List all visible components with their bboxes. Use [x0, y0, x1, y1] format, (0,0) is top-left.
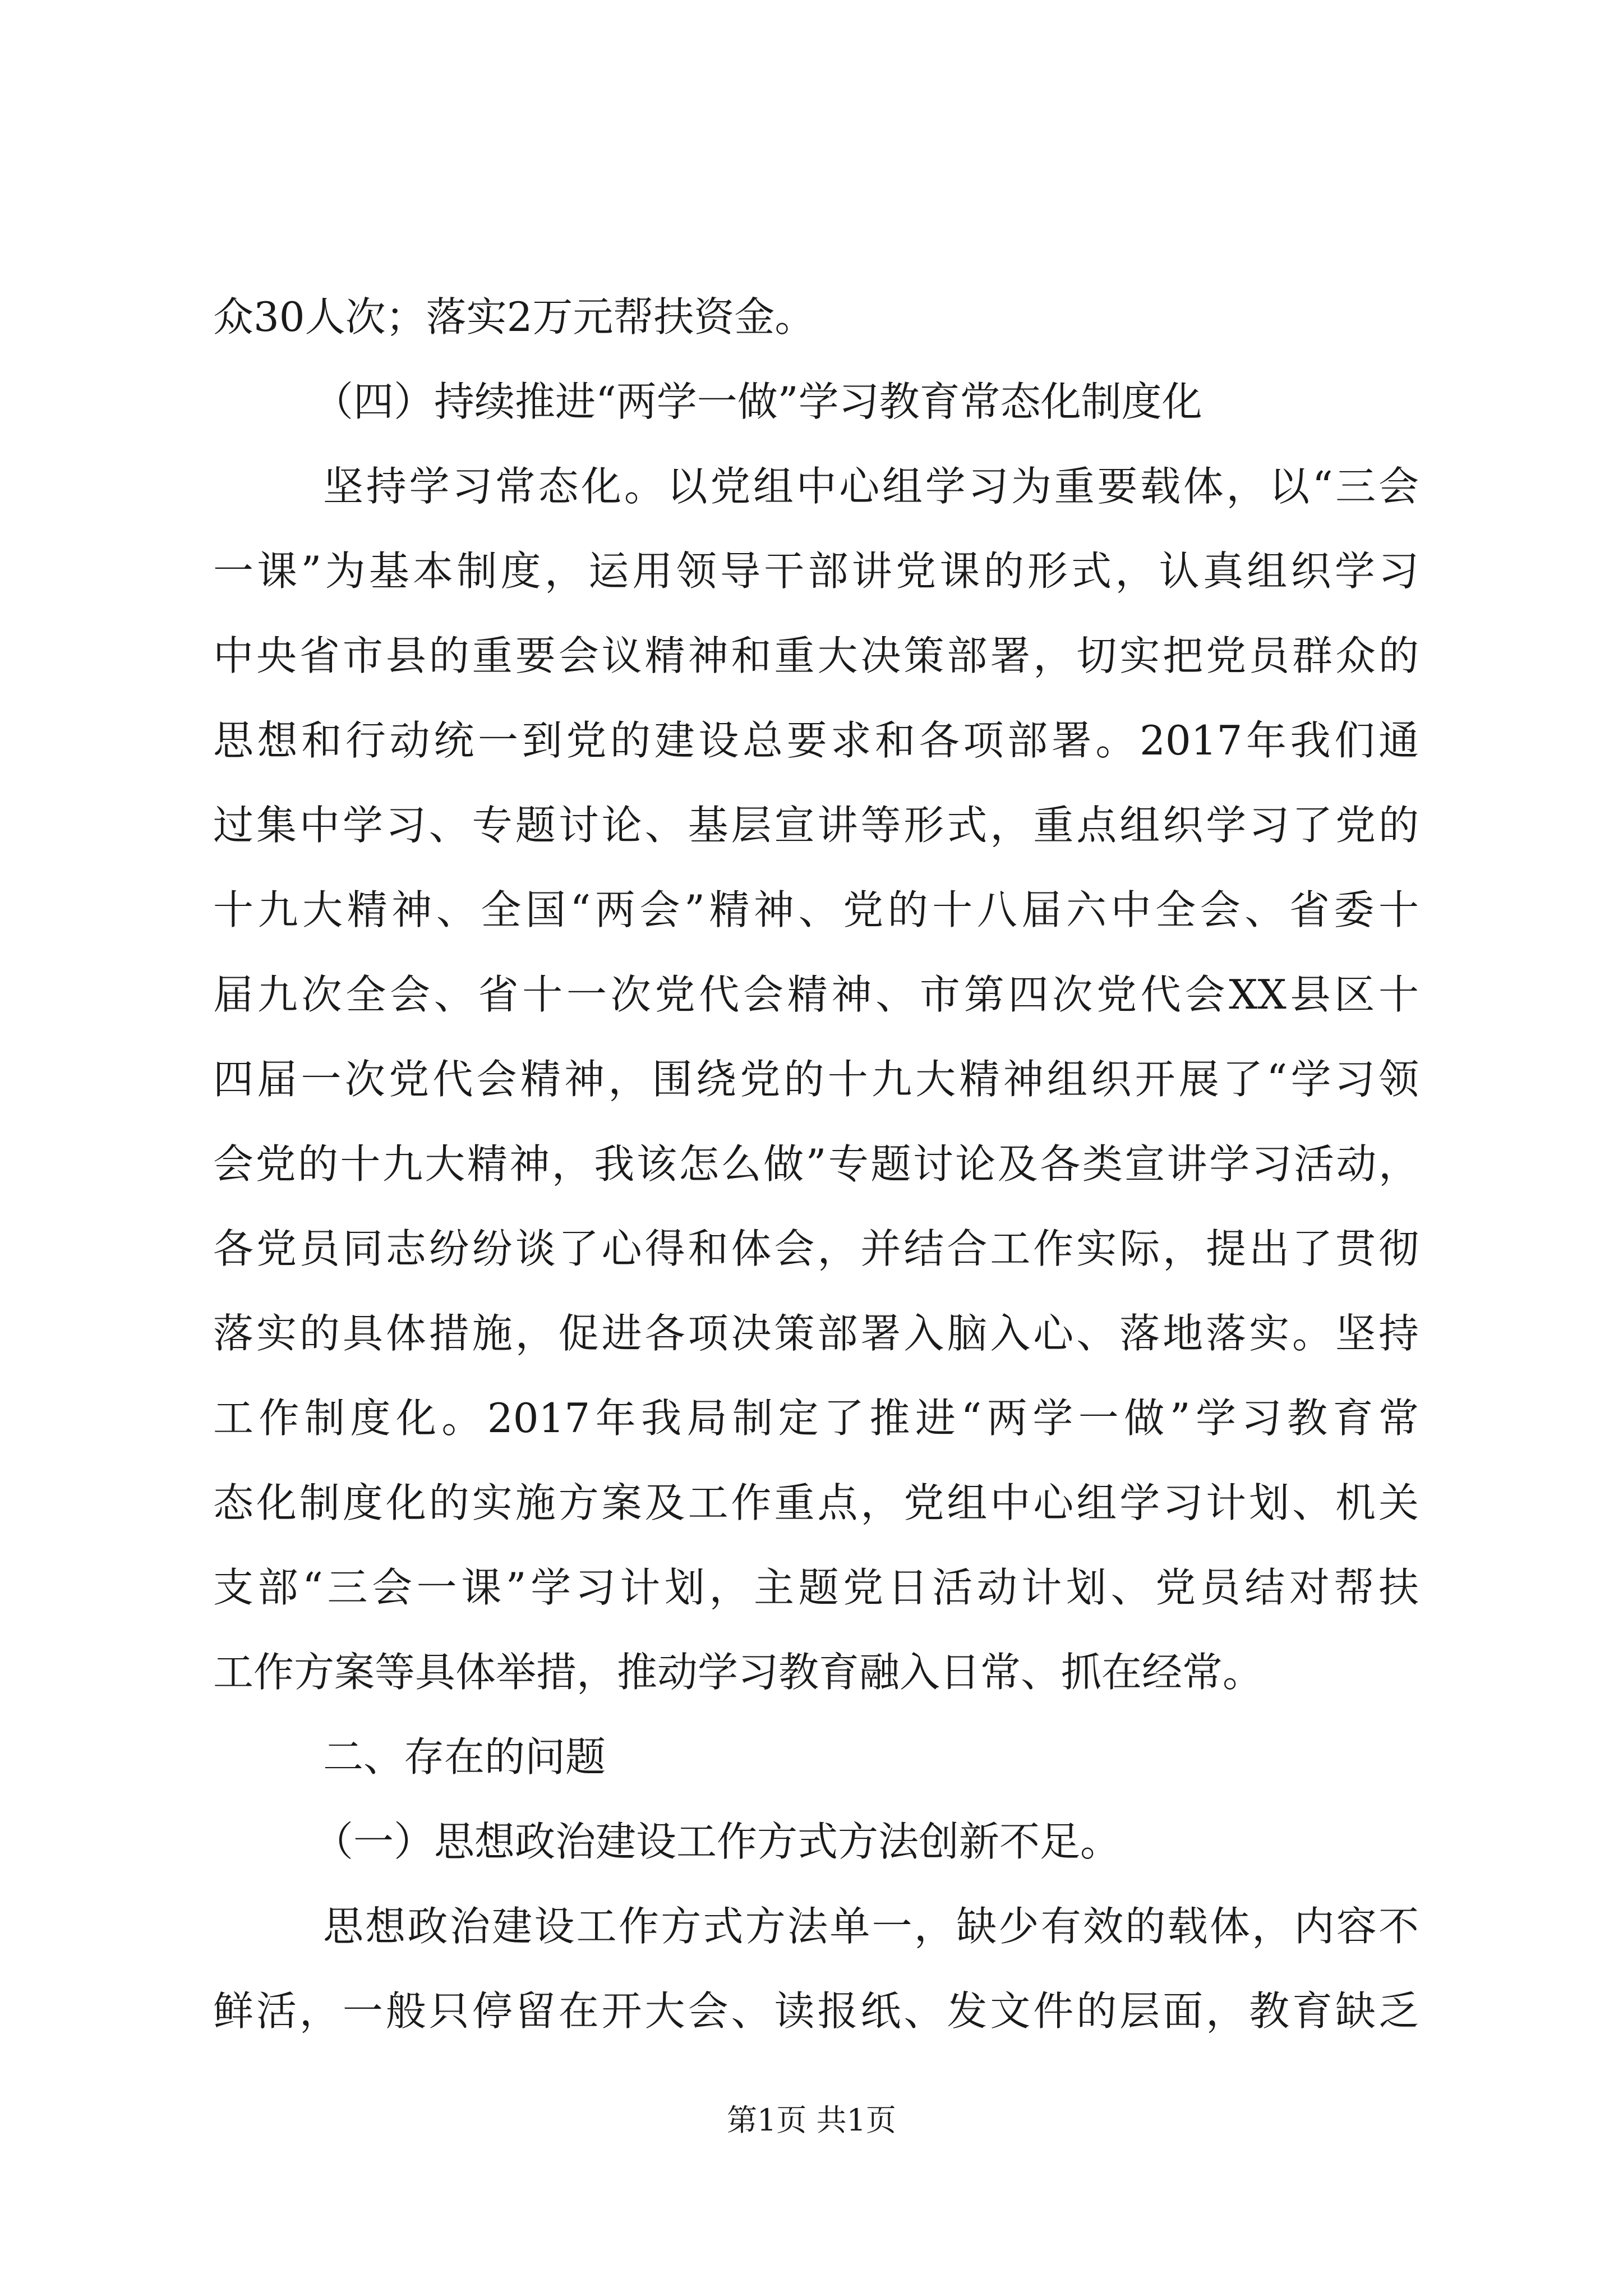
paragraph-line: 十九大精神、全国“两会”精神、党的十八届六中全会、省委十: [213, 886, 1419, 933]
paragraph-line: 鲜活，一般只停留在开大会、读报纸、发文件的层面，教育缺乏: [213, 1987, 1419, 2035]
paragraph-line: 落实的具体措施，促进各项决策部署入脑入心、落地落实。坚持: [213, 1310, 1419, 1357]
paragraph-line: 坚持学习常态化。以党组中心组学习为重要载体，以“三会: [323, 463, 1419, 510]
section-heading: （四）持续推进“两学一做”学习教育常态化制度化: [313, 378, 1202, 425]
paragraph-line: 一课”为基本制度，运用领导干部讲党课的形式，认真组织学习: [213, 547, 1419, 595]
paragraph-line: 工作方案等具体举措，推动学习教育融入日常、抓在经常。: [213, 1649, 1264, 1696]
paragraph-line: 工作制度化。2017年我局制定了推进“两学一做”学习教育常: [213, 1395, 1419, 1442]
paragraph-line: 过集中学习、专题讨论、基层宣讲等形式，重点组织学习了党的: [213, 802, 1419, 849]
paragraph-line: 届九次全会、省十一次党代会精神、市第四次党代会XX县区十: [213, 971, 1419, 1018]
paragraph-line: 各党员同志纷纷谈了心得和体会，并结合工作实际，提出了贯彻: [213, 1225, 1419, 1272]
paragraph-line: 中央省市县的重要会议精神和重大决策部署，切实把党员群众的: [213, 632, 1419, 679]
paragraph-line: 态化制度化的实施方案及工作重点，党组中心组学习计划、机关: [213, 1479, 1419, 1526]
subsection-heading: （一）思想政治建设工作方式方法创新不足。: [313, 1818, 1121, 1865]
document-body: [213, 275, 1419, 2054]
paragraph-line: 众30人次；落实2万元帮扶资金。: [213, 293, 815, 341]
paragraph-line: 思想和行动统一到党的建设总要求和各项部署。2017年我们通: [213, 717, 1419, 764]
page-number-footer: 第1页 共1页: [727, 2102, 896, 2138]
paragraph-line: 四届一次党代会精神，围绕党的十九大精神组织开展了“学习领: [213, 1056, 1419, 1103]
paragraph-line: 会党的十九大精神，我该怎么做”专题讨论及各类宣讲学习活动，: [213, 1140, 1419, 1188]
paragraph-line: 支部“三会一课”学习计划，主题党日活动计划、党员结对帮扶: [213, 1564, 1419, 1611]
section-heading: 二、存在的问题: [323, 1733, 606, 1780]
paragraph-line: 思想政治建设工作方式方法单一，缺少有效的载体，内容不: [323, 1903, 1419, 1950]
